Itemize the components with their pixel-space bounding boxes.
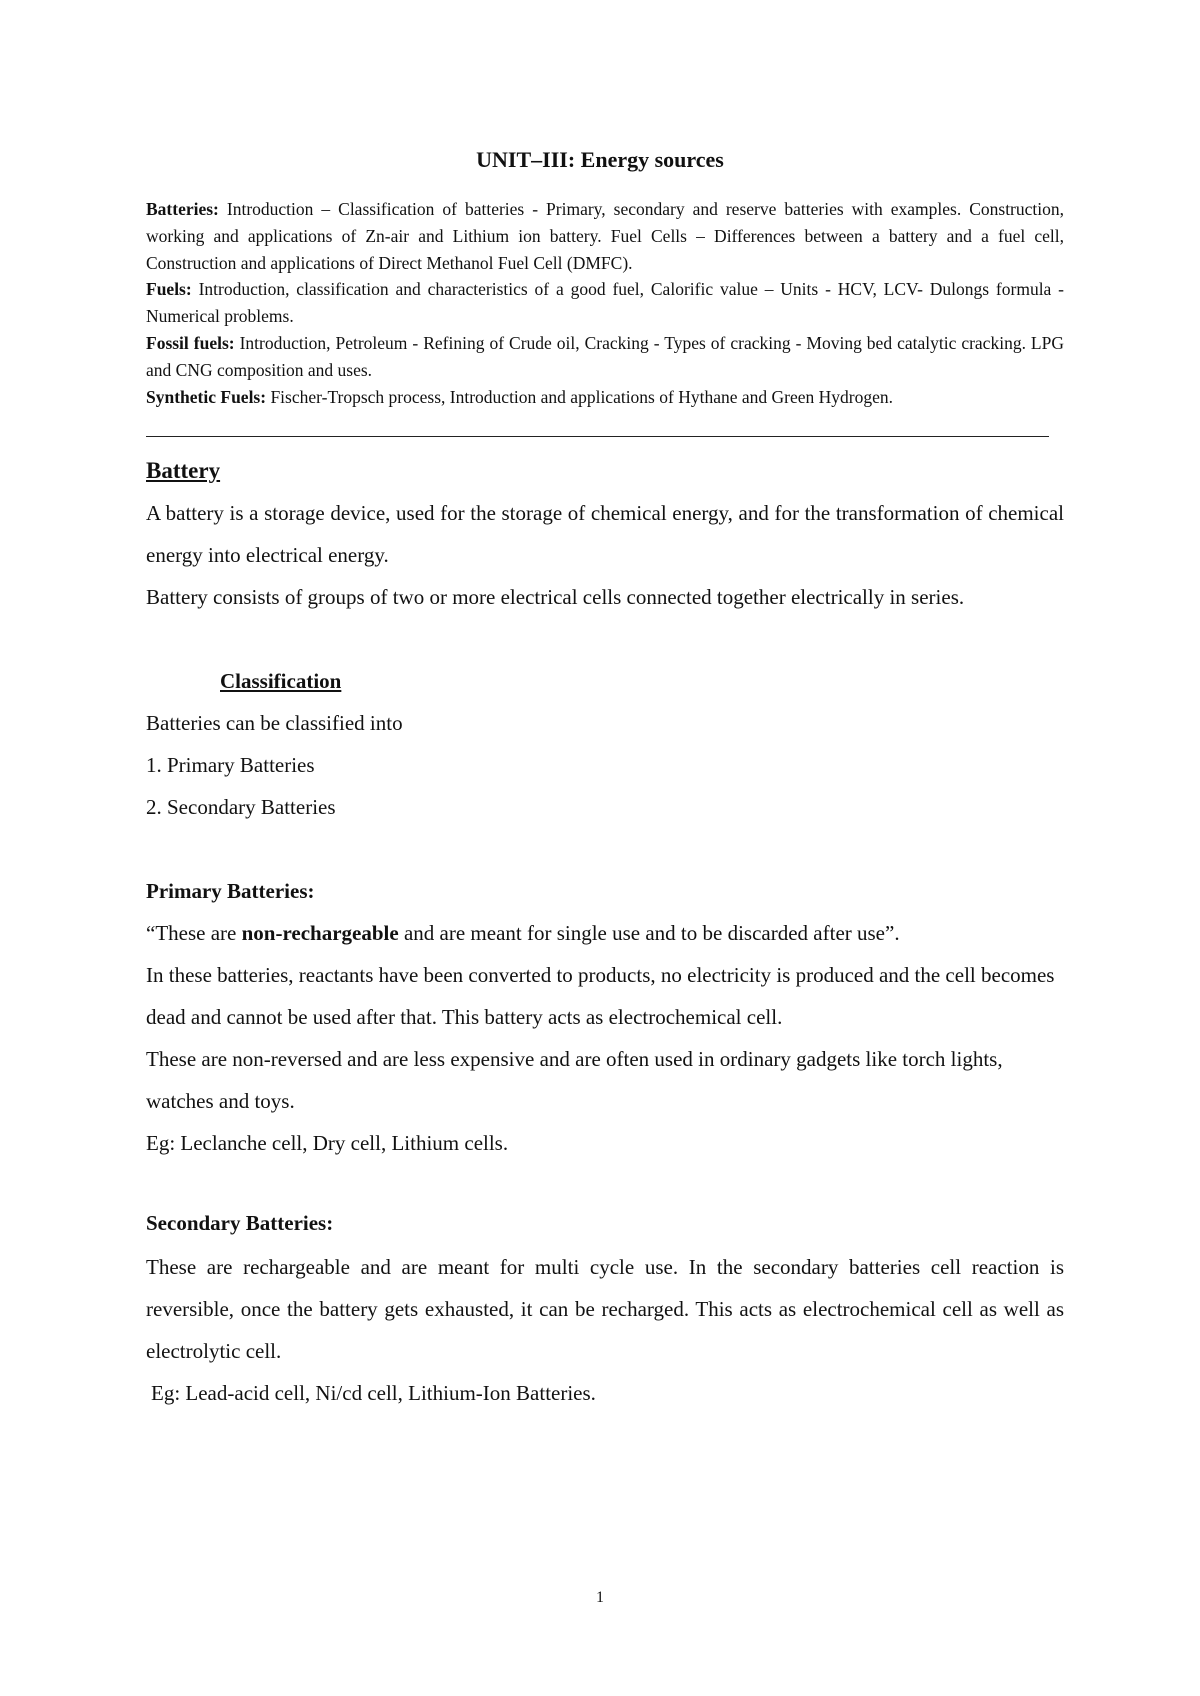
section-divider: [146, 436, 1049, 437]
classification-heading: Classification: [220, 669, 342, 693]
primary-batteries-heading: Primary Batteries:: [146, 879, 315, 903]
syllabus-batteries: [146, 196, 1064, 276]
battery-heading: Battery: [146, 458, 221, 483]
syllabus-fossil-text: Introduction, Petroleum - Refining of Crude oil, Cracking - Types of cracking - Moving bed catalytic cracking. LPG and CNG composition and uses.: [146, 332, 1064, 380]
secondary-example: Eg: Lead-acid cell, Ni/cd cell, Lithium-Ion Batteries.: [151, 1381, 596, 1405]
syllabus-fuels: [146, 276, 1064, 330]
classification-section: [146, 702, 1064, 828]
syllabus-fuels-label: Fuels:: [146, 279, 192, 300]
battery-section: [146, 492, 1064, 618]
primary-paragraph-2: These are non-reversed and are less expensive and are often used in ordinary gadgets like torch lights, watches and toys.: [146, 1047, 1003, 1113]
primary-quote: [146, 912, 1064, 954]
secondary-batteries-heading: Secondary Batteries:: [146, 1211, 334, 1235]
syllabus-synthetic-label: Synthetic Fuels:: [146, 386, 267, 407]
battery-definition: A battery is a storage device, used for the storage of chemical energy, and for the transformation of chemical energy into electrical energy.: [146, 501, 1064, 567]
syllabus-synthetic-text: Fischer-Tropsch process, Introduction and applications of Hythane and Green Hydrogen.: [270, 386, 893, 407]
syllabus-fossil-label: Fossil fuels:: [146, 332, 235, 353]
secondary-batteries-section: [146, 1246, 1064, 1414]
classification-item: 1. Primary Batteries: [146, 753, 315, 777]
primary-batteries-section: [146, 912, 1064, 1164]
secondary-paragraph: These are rechargeable and are meant for multi cycle use. In the secondary batteries cell reaction is reversible, once the battery gets exhausted, it can be recharged. This acts as electrochemical cell as well as electrolytic cell.: [146, 1255, 1064, 1363]
primary-quote-bold: non-rechargeable: [241, 921, 399, 945]
syllabus-synthetic-fuels: [146, 384, 1064, 411]
syllabus-fuels-text: Introduction, classification and characteristics of a good fuel, Calorific value – Units - HCV, LCV- Dulongs formula - Numerical problems.: [146, 279, 1065, 327]
syllabus-block: [146, 196, 1064, 410]
classification-item: 2. Secondary Batteries: [146, 795, 336, 819]
syllabus-fossil-fuels: [146, 330, 1064, 384]
primary-example: Eg: Leclanche cell, Dry cell, Lithium cells.: [146, 1131, 509, 1155]
primary-paragraph-1: In these batteries, reactants have been converted to products, no electricity is produced and the cell becomes dead and cannot be used after that. This battery acts as electrochemical cell.: [146, 963, 1055, 1029]
page-number: 1: [596, 1589, 604, 1606]
battery-consists: Battery consists of groups of two or more electrical cells connected together electrically in series.: [146, 585, 965, 609]
unit-title: UNIT–III: Energy sources: [476, 147, 724, 172]
syllabus-batteries-label: Batteries:: [146, 199, 219, 219]
primary-quote-open: “These are: [146, 921, 242, 945]
classification-intro: Batteries can be classified into: [146, 711, 403, 735]
syllabus-batteries-text: Introduction – Classification of batteries - Primary, secondary and reserve batteries with examples. Construction, working and applications of Zn-air and Lithium ion battery. Fuel Cells – Differences between a battery and a fuel cell, Construction and applications of Direct Methanol Fuel Cell (DMFC).: [146, 199, 1065, 273]
primary-quote-close: and are meant for single use and to be discarded after use”.: [398, 921, 900, 945]
